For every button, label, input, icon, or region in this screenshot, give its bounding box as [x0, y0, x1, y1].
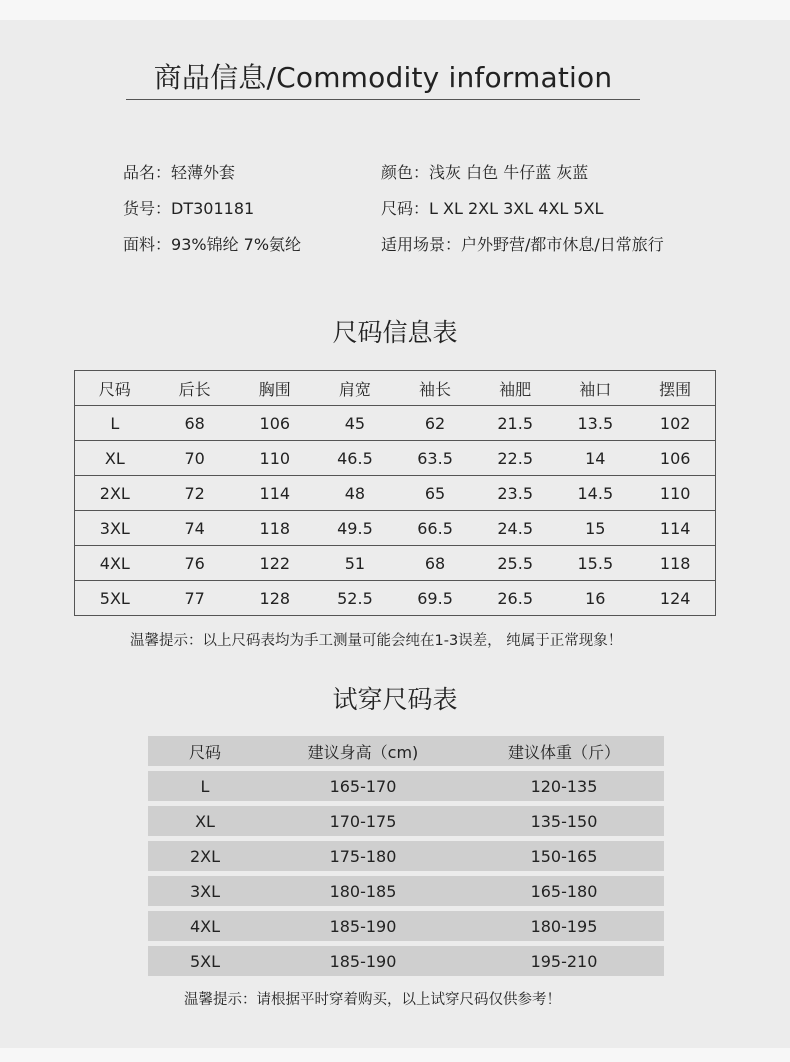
- size-table-row: [75, 441, 716, 476]
- size-table-title: 尺码信息表: [332, 318, 458, 347]
- fit-cell: 5XL: [189, 951, 221, 971]
- fit-table-row: [148, 771, 664, 801]
- size-cell: 69.5: [395, 581, 475, 616]
- info-color-value: 浅灰 白色 牛仔蓝 灰蓝: [429, 163, 589, 182]
- fit-table-note: 温馨提示：请根据平时穿着购买，以上试穿尺码仅供参考！: [184, 992, 561, 1008]
- size-header-cell: 后长: [155, 371, 235, 406]
- size-cell: 65: [395, 476, 475, 511]
- fit-table-title: 试穿尺码表: [332, 685, 458, 714]
- fit-cell: 185-190: [329, 916, 397, 936]
- size-cell: 118: [235, 511, 315, 546]
- size-cell: 3XL: [75, 511, 155, 546]
- fit-cell: XL: [195, 811, 215, 831]
- size-cell: 25.5: [475, 546, 555, 581]
- size-cell: 5XL: [75, 581, 155, 616]
- size-cell: 72: [155, 476, 235, 511]
- fit-cell: 185-190: [329, 951, 397, 971]
- size-cell: 46.5: [315, 441, 395, 476]
- info-color: [381, 160, 588, 183]
- size-cell: 118: [635, 546, 715, 581]
- size-cell: 24.5: [475, 511, 555, 546]
- size-table-note: 温馨提示：以上尺码表均为手工测量可能会纯在1-3误差， 纯属于正常现象！: [130, 633, 623, 649]
- info-name: [123, 160, 235, 183]
- fit-table-row: [148, 946, 664, 976]
- info-name-key: 品名：: [123, 163, 172, 182]
- size-header-cell: 胸围: [235, 371, 315, 406]
- info-fabric: [123, 232, 301, 255]
- title-underline: [126, 99, 640, 100]
- size-cell: 22.5: [475, 441, 555, 476]
- fit-table-header-row: [148, 736, 664, 766]
- fit-cell: 195-210: [530, 951, 598, 971]
- size-header-cell: 袖长: [395, 371, 475, 406]
- size-cell: 128: [235, 581, 315, 616]
- size-cell: 70: [155, 441, 235, 476]
- size-table-header-row: [75, 371, 716, 406]
- fit-table-row: [148, 841, 664, 871]
- size-cell: 51: [315, 546, 395, 581]
- size-cell: 110: [235, 441, 315, 476]
- size-table-row: [75, 476, 716, 511]
- size-cell: 68: [395, 546, 475, 581]
- fit-header-cell: 尺码: [188, 742, 221, 762]
- size-cell: 106: [635, 441, 715, 476]
- size-cell: 122: [235, 546, 315, 581]
- fit-table-row: [148, 876, 664, 906]
- size-cell: 4XL: [75, 546, 155, 581]
- top-band: [0, 0, 790, 20]
- size-cell: 110: [635, 476, 715, 511]
- size-cell: 124: [635, 581, 715, 616]
- size-cell: 62: [395, 406, 475, 441]
- bottom-band: [0, 1048, 790, 1062]
- fit-cell: 150-165: [530, 846, 598, 866]
- size-cell: 15: [555, 511, 635, 546]
- info-size-key: 尺码：: [381, 199, 430, 218]
- fit-cell: 170-175: [329, 811, 397, 831]
- size-cell: 77: [155, 581, 235, 616]
- size-header-cell: 摆围: [635, 371, 715, 406]
- size-table-row: [75, 406, 716, 441]
- size-cell: L: [75, 406, 155, 441]
- info-color-key: 颜色：: [381, 163, 430, 182]
- size-table-row: [75, 546, 716, 581]
- fit-cell: 180-195: [530, 916, 598, 936]
- size-cell: 52.5: [315, 581, 395, 616]
- info-size-value: L XL 2XL 3XL 4XL 5XL: [429, 199, 604, 218]
- size-cell: 102: [635, 406, 715, 441]
- fit-cell: 120-135: [530, 776, 598, 796]
- info-fabric-key: 面料：: [123, 235, 172, 254]
- size-cell: 14.5: [555, 476, 635, 511]
- size-cell: 76: [155, 546, 235, 581]
- fit-cell: 135-150: [530, 811, 598, 831]
- size-cell: XL: [75, 441, 155, 476]
- size-cell: 16: [555, 581, 635, 616]
- fit-table-row: [148, 911, 664, 941]
- size-cell: 15.5: [555, 546, 635, 581]
- size-header-cell: 肩宽: [315, 371, 395, 406]
- fit-cell: 3XL: [189, 881, 221, 901]
- size-cell: 45: [315, 406, 395, 441]
- size-header-cell: 袖口: [555, 371, 635, 406]
- size-cell: 66.5: [395, 511, 475, 546]
- size-cell: 48: [315, 476, 395, 511]
- size-table-row: [75, 511, 716, 546]
- size-cell: 114: [235, 476, 315, 511]
- fit-header-cell: 建议体重（斤）: [507, 742, 620, 762]
- fit-cell: 175-180: [329, 846, 397, 866]
- size-header-cell: 袖肥: [475, 371, 555, 406]
- size-cell: 49.5: [315, 511, 395, 546]
- size-cell: 74: [155, 511, 235, 546]
- fit-cell: 180-185: [329, 881, 397, 901]
- size-cell: 2XL: [75, 476, 155, 511]
- info-scene-value: 户外野营/都市休息/日常旅行: [461, 235, 664, 254]
- fit-table-row: [148, 806, 664, 836]
- info-fabric-value: 93%锦纶 7%氨纶: [171, 235, 302, 254]
- info-scene: [381, 232, 664, 255]
- fit-cell: 2XL: [189, 846, 221, 866]
- size-table-row: [75, 581, 716, 616]
- fit-header-cell: 建议身高（cm): [307, 742, 419, 762]
- size-cell: 68: [155, 406, 235, 441]
- info-name-value: 轻薄外套: [171, 163, 236, 182]
- size-cell: 63.5: [395, 441, 475, 476]
- size-cell: 26.5: [475, 581, 555, 616]
- fit-cell: L: [200, 776, 210, 796]
- fit-cell: 4XL: [189, 916, 221, 936]
- size-cell: 21.5: [475, 406, 555, 441]
- size-cell: 23.5: [475, 476, 555, 511]
- fit-table: [148, 736, 664, 981]
- fit-cell: 165-180: [530, 881, 598, 901]
- info-sku-key: 货号：: [123, 199, 172, 218]
- info-scene-key: 适用场景：: [381, 235, 462, 254]
- size-cell: 14: [555, 441, 635, 476]
- page-title: 商品信息/Commodity information: [153, 61, 613, 94]
- size-cell: 13.5: [555, 406, 635, 441]
- info-sku-value: DT301181: [171, 199, 255, 218]
- size-cell: 114: [635, 511, 715, 546]
- info-sku: [123, 196, 254, 219]
- size-table: [74, 370, 716, 616]
- size-header-cell: 尺码: [75, 371, 155, 406]
- fit-cell: 165-170: [329, 776, 397, 796]
- info-size: [381, 196, 603, 219]
- size-cell: 106: [235, 406, 315, 441]
